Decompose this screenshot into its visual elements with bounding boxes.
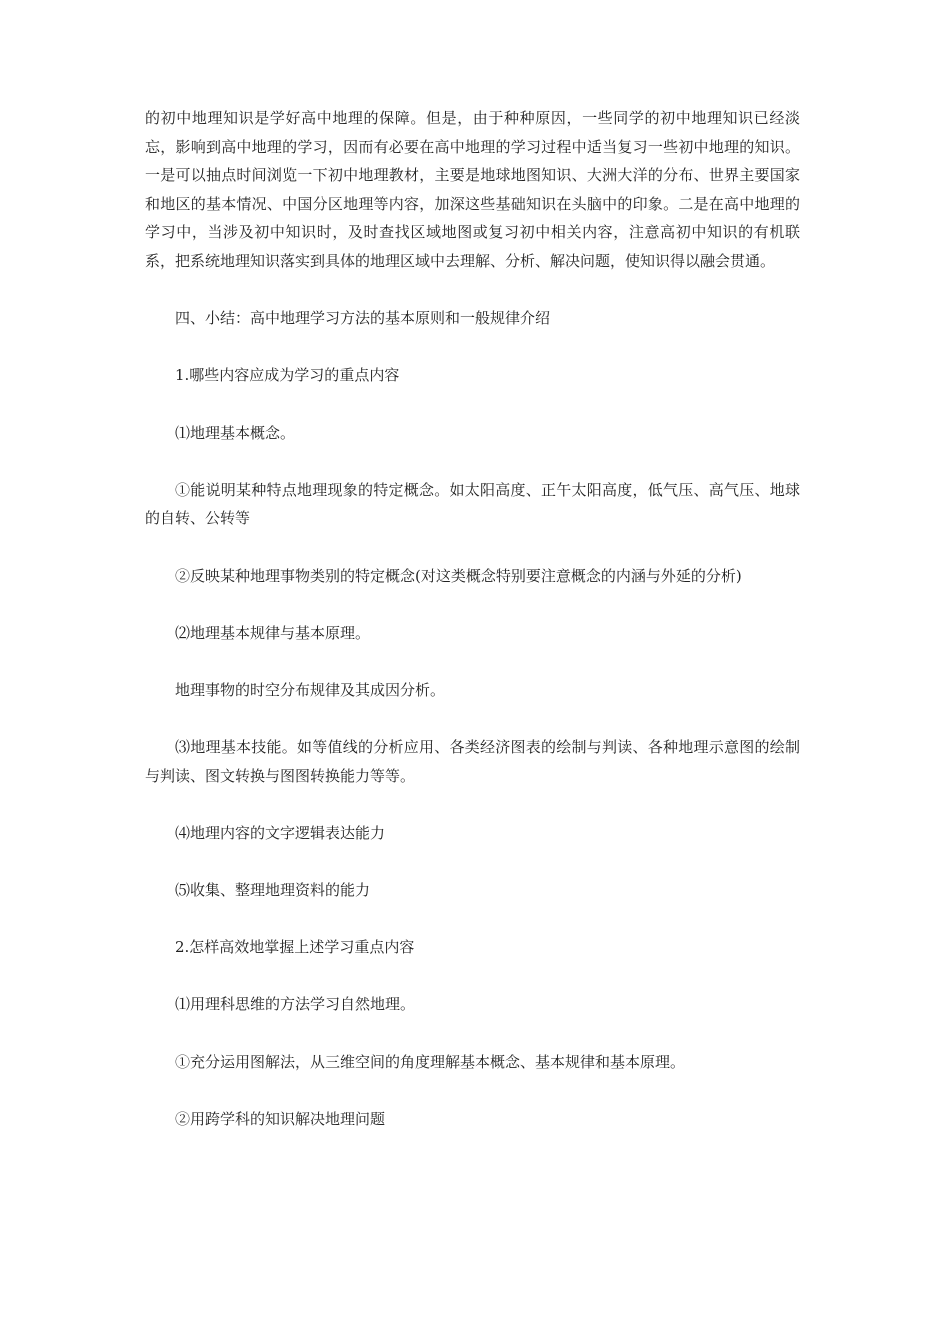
item-basic-laws: ⑵地理基本规律与基本原理。 [175,623,371,642]
paragraph-gap [145,276,800,305]
item-data-collection: ⑸收集、整理地理资料的能力 [175,881,371,900]
paragraph-gap [145,1019,800,1048]
item-basic-skills: ⑶地理基本技能。如等值线的分析应用、各类经济图表的绘制与判读、各种地理示意图的绘制与判读、图文转换与图图转换能力等等。 [145,738,800,785]
document-page [145,104,800,1133]
paragraph-gap [145,847,800,876]
paragraph-gap [145,333,800,362]
paragraph-gap [145,905,800,934]
item-cross-discipline: ②用跨学科的知识解决地理问题 [175,1109,386,1128]
item-expression-ability: ⑷地理内容的文字逻辑表达能力 [175,823,386,842]
item-category-concepts: ②反映某种地理事物类别的特定概念(对这类概念特别要注意概念的内涵与外延的分析) [175,566,742,585]
item-diagram-method: ①充分运用图解法，从三维空间的角度理解基本概念、基本规律和基本原理。 [175,1052,686,1071]
paragraph-gap [145,962,800,991]
subheading-key-content: 1.哪些内容应成为学习的重点内容 [175,366,400,385]
paragraph-gap [145,390,800,419]
item-spatial-distribution: 地理事物的时空分布规律及其成因分析。 [175,680,446,699]
paragraph-gap [145,590,800,619]
section-heading-summary: 四、小结：高中地理学习方法的基本原则和一般规律介绍 [175,309,551,328]
paragraph-continuation: 的初中地理知识是学好高中地理的保障。但是，由于种种原因，一些同学的初中地理知识已经淡忘，影响到高中地理的学习，因而有必要在高中地理的学习过程中适当复习一些初中地理的知识。一是可以抽点时间浏览一下初中地理教材，主要是地球地图知识、大洲大洋的分布、世界主要国家和地区的基本情况、中国分区地理等内容，加深这些基础知识在头脑中的印象。二是在高中地理的学习中，当涉及初中知识时，及时查找区域地图或复习初中相关内容，注意高初中知识的有机联系，把系统地理知识落实到具体的地理区域中去理解、分析、解决问题，使知识得以融会贯通。 [145,109,800,270]
paragraph-gap [145,447,800,476]
paragraph-gap [145,647,800,676]
subheading-efficient-mastery: 2.怎样高效地掌握上述学习重点内容 [175,938,415,957]
paragraph-gap [145,533,800,562]
paragraph-gap [145,1076,800,1105]
item-specific-concepts: ①能说明某种特点地理现象的特定概念。如太阳高度、正午太阳高度，低气压、高气压、地球的自转、公转等 [145,480,800,528]
item-science-thinking: ⑴用理科思维的方法学习自然地理。 [175,995,416,1014]
item-basic-concepts: ⑴地理基本概念。 [175,423,296,442]
paragraph-gap [145,790,800,819]
paragraph-gap [145,704,800,733]
